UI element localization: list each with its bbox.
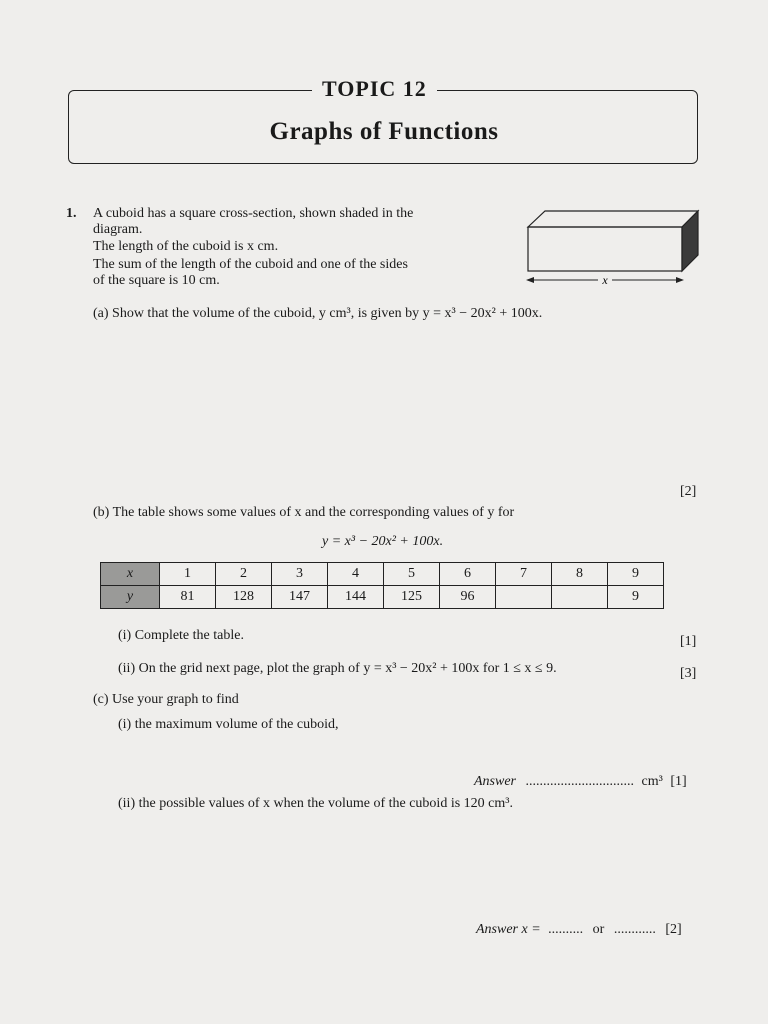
answer-dots-1: .......... [548, 922, 584, 937]
table-row-x [101, 563, 664, 586]
intro-line-5: of the square is 10 cm. [93, 273, 220, 288]
cuboid-front-face [528, 227, 682, 271]
answer-dots-2: ............ [613, 922, 656, 937]
y-cell: 147 [272, 586, 328, 609]
part-b-i-text: (i) Complete the table. [118, 628, 244, 643]
question-number: 1. [66, 206, 77, 221]
answer-label: Answer x = [476, 922, 541, 937]
intro-line-3: The length of the cuboid is x cm. [93, 239, 279, 254]
cuboid-top-face [528, 211, 698, 227]
part-c-ii-text: (ii) the possible values of x when the volume of the cuboid is 120 cm³. [118, 796, 513, 811]
length-label: x [602, 273, 608, 287]
answer-unit: cm³ [641, 774, 663, 789]
y-cell: 144 [328, 586, 384, 609]
part-c-text: (c) Use your graph to find [93, 692, 239, 707]
y-cell-blank [496, 586, 552, 609]
part-a-text: (a) Show that the volume of the cuboid, y cm³, is given by y = x³ − 20x² + 100x. [93, 306, 543, 321]
x-cell: 1 [160, 563, 216, 586]
table-row-y [101, 586, 664, 609]
length-arrow-right [676, 277, 684, 283]
part-c-i-answer-line [474, 773, 687, 790]
part-b-i-marks: [1] [680, 634, 697, 649]
intro-line-2: diagram. [93, 222, 143, 237]
y-header: y [101, 586, 160, 609]
length-arrow-left [526, 277, 534, 283]
page-title: Graphs of Functions [269, 118, 499, 145]
part-b-equation: y = x³ − 20x² + 100x. [322, 534, 444, 549]
x-cell: 9 [608, 563, 664, 586]
part-b-text: (b) The table shows some values of x and the corresponding values of y for [93, 505, 515, 520]
intro-line-4: The sum of the length of the cuboid and one of the sides [93, 257, 408, 272]
x-cell: 4 [328, 563, 384, 586]
intro-line-1: A cuboid has a square cross-section, shown shaded in the [93, 206, 414, 221]
part-a-marks: [2] [680, 484, 697, 499]
part-b-ii-marks: [3] [680, 666, 697, 681]
y-cell-blank [552, 586, 608, 609]
part-c-ii-answer-line [476, 921, 682, 938]
answer-or: or [592, 922, 605, 937]
y-cell: 125 [384, 586, 440, 609]
topic-number: TOPIC 12 [312, 76, 437, 102]
y-cell: 128 [216, 586, 272, 609]
part-c-i-marks: [1] [670, 774, 687, 789]
cuboid-shaded-cross-section [682, 211, 698, 271]
x-cell: 5 [384, 563, 440, 586]
part-b-ii-text: (ii) On the grid next page, plot the graph of y = x³ − 20x² + 100x for 1 ≤ x ≤ 9. [118, 661, 557, 676]
answer-dots: ............................... [525, 774, 634, 789]
part-c-i-text: (i) the maximum volume of the cuboid, [118, 717, 339, 732]
y-cell: 81 [160, 586, 216, 609]
x-cell: 7 [496, 563, 552, 586]
answer-label: Answer [474, 774, 516, 789]
part-c-ii-marks: [2] [665, 922, 682, 937]
x-cell: 2 [216, 563, 272, 586]
y-cell: 9 [608, 586, 664, 609]
values-table [100, 562, 664, 609]
x-cell: 6 [440, 563, 496, 586]
cuboid-diagram [520, 205, 705, 290]
x-cell: 8 [552, 563, 608, 586]
y-cell: 96 [440, 586, 496, 609]
x-header: x [101, 563, 160, 586]
x-cell: 3 [272, 563, 328, 586]
